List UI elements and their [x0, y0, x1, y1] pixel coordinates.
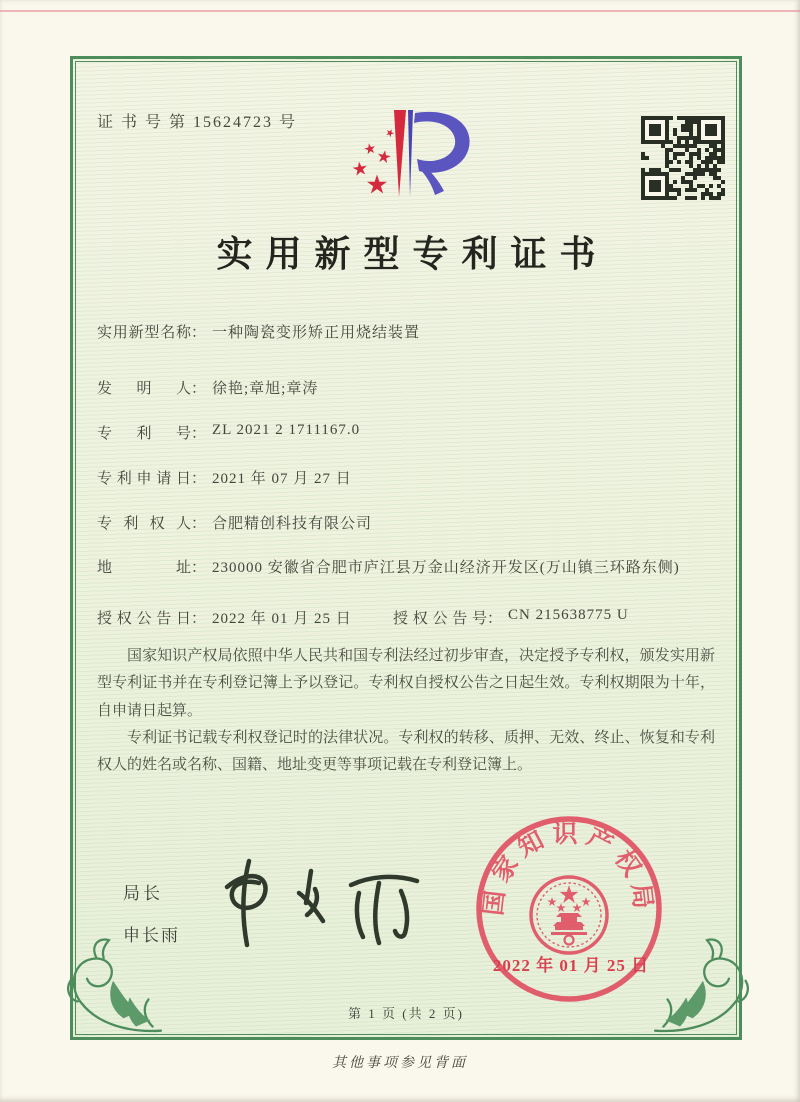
logo-blue-bar	[408, 110, 413, 197]
field-value: ZL 2021 2 1711167.0	[212, 422, 361, 438]
field-colon: ：	[191, 471, 207, 487]
field-label: 专利申请日	[97, 471, 191, 487]
director-name: 申长雨	[123, 926, 180, 945]
field-colon: ：	[191, 381, 207, 397]
cnipa-logo-icon	[333, 106, 513, 218]
seal-text: 国家知识产权局	[480, 820, 657, 918]
field-grant-row	[97, 607, 629, 628]
certificate-number: 证 书 号 第 15624723 号	[97, 114, 298, 131]
field-utility-model-name	[97, 321, 420, 342]
field-colon: ：	[191, 560, 207, 576]
field-colon: ：	[191, 426, 207, 442]
field-value: 合肥精创科技有限公司	[212, 516, 373, 532]
seal-national-emblem	[531, 877, 607, 953]
field-colon: ：	[191, 611, 207, 627]
field-label: 地址	[97, 560, 191, 576]
field-value: CN 215638775 U	[508, 607, 629, 623]
back-side-note: 其他事项参见背面	[332, 1056, 468, 1071]
certificate-title: 实用新型专利证书	[216, 234, 609, 274]
logo-red-wedge	[394, 110, 406, 197]
field-patentee	[97, 512, 372, 533]
field-value: 230000 安徽省合肥市庐江县万金山经济开发区(万山镇三环路东侧)	[212, 560, 680, 576]
director-title-label: 局长	[123, 884, 163, 903]
field-colon: ：	[191, 516, 207, 532]
seal-date: 2022 年 01 月 25 日	[492, 956, 650, 975]
legal-paragraph-1: 国家知识产权局依照中华人民共和国专利法经过初步审查，决定授予专利权，颁发实用新型专利证书并在专利登记簿上予以登记。专利权自授权公告之日起生效。专利权期限为十年，自申请日起算。	[97, 648, 715, 719]
field-grant-date	[97, 607, 352, 627]
scan-edge-artifact	[0, 10, 800, 12]
field-inventors	[97, 377, 318, 398]
field-value: 2022 年 01 月 25 日	[212, 611, 352, 627]
field-colon: ：	[191, 325, 207, 341]
field-address	[97, 556, 720, 581]
field-application-date	[97, 467, 352, 488]
field-label: 专利号	[97, 426, 191, 442]
svg-text:国家知识产权局	[479, 820, 657, 917]
field-value: 徐艳;章旭;章涛	[212, 381, 319, 397]
page-number: 第 1 页 (共 2 页)	[348, 1006, 464, 1021]
logo-blue-p-bowl	[414, 112, 470, 173]
certificate-border-frame	[70, 56, 742, 1040]
qr-code	[640, 115, 726, 201]
field-patent-number	[97, 422, 360, 443]
field-colon: ：	[487, 611, 503, 627]
field-label: 实用新型名称	[97, 325, 191, 341]
director-signature	[211, 849, 441, 959]
field-label: 授权公告号	[393, 611, 487, 627]
official-seal	[471, 811, 667, 1007]
legal-paragraph-2: 专利证书记载专利权登记时的法律状况。专利权的转移、质押、无效、终止、恢复和专利权人的姓名或名称、国籍、地址变更等事项记载在专利登记簿上。	[97, 729, 715, 774]
field-grant-number	[393, 607, 629, 628]
logo-stars	[352, 128, 395, 194]
field-label: 授权公告日	[97, 611, 191, 627]
legal-text-block	[97, 643, 715, 779]
field-value: 一种陶瓷变形矫正用烧结装置	[212, 325, 421, 341]
field-label: 发明人	[97, 381, 191, 397]
field-label: 专利权人	[97, 516, 191, 532]
field-value: 2021 年 07 月 27 日	[212, 471, 352, 487]
